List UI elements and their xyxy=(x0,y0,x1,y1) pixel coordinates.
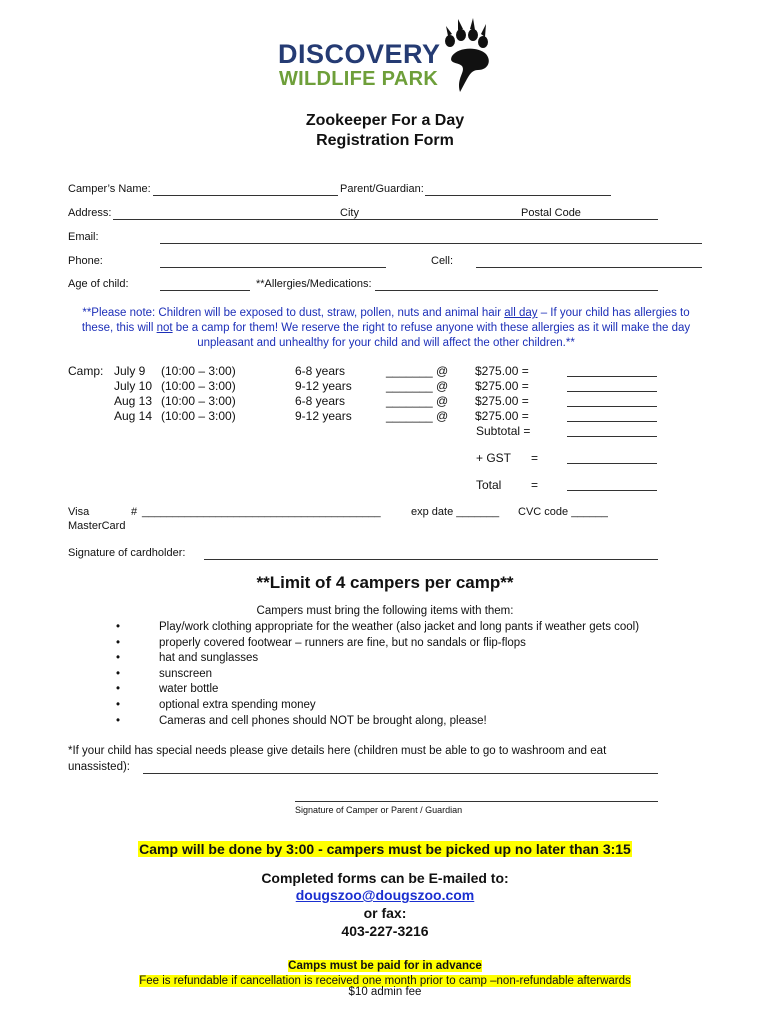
camp-time: (10:00 – 3:00) xyxy=(161,409,236,423)
completed-forms: Completed forms can be E-mailed to: xyxy=(261,870,509,886)
email-link xyxy=(0,887,770,905)
camper-signature-field[interactable] xyxy=(295,801,658,802)
list-item-text: Cameras and cell phones should NOT be brought along, please! xyxy=(159,714,487,727)
note-part-1: **Please note: Children will be exposed to dust, straw, pollen, nuts and animal hair xyxy=(82,307,505,319)
amount-field-4[interactable] xyxy=(567,421,657,422)
camp-row xyxy=(114,409,555,424)
subtotal-label: Subtotal = xyxy=(476,424,531,438)
camp-price: $275.00 = xyxy=(475,409,529,423)
amount-field-1[interactable] xyxy=(567,376,657,377)
parent-field[interactable] xyxy=(425,195,611,196)
cell-field[interactable] xyxy=(476,267,702,268)
postal-code-label: Postal Code xyxy=(521,207,581,219)
total-equals: = xyxy=(531,478,539,492)
paid-advance-text: Camps must be paid for in advance xyxy=(288,960,482,972)
total-field[interactable] xyxy=(567,490,657,491)
camp-ages: 6-8 years xyxy=(295,394,346,408)
camper-name-field[interactable] xyxy=(153,195,338,196)
paw-print-icon xyxy=(438,14,500,94)
list-item-text: properly covered footwear – runners are fine, but no sandals or flip-flops xyxy=(159,636,526,649)
camp-date: Aug 13 xyxy=(114,394,153,408)
cardholder-signature-field[interactable] xyxy=(204,559,658,560)
pickup-notice xyxy=(0,841,770,859)
card-hash: # xyxy=(131,506,138,518)
card-number-field[interactable]: _______________________________________ xyxy=(142,506,381,518)
subtotal-field[interactable] xyxy=(567,436,657,437)
bring-list xyxy=(116,620,736,729)
camp-time: (10:00 – 3:00) xyxy=(161,379,236,393)
camp-qty[interactable]: _______ @ xyxy=(386,394,449,408)
allergies-field[interactable] xyxy=(375,290,658,291)
bring-intro: Campers must bring the following items with them: xyxy=(256,605,514,617)
list-item: • sunscreen xyxy=(116,667,213,680)
form-title-line-2: Registration Form xyxy=(316,132,454,149)
phone-field[interactable] xyxy=(160,267,386,268)
cardholder-signature-label: Signature of cardholder: xyxy=(68,547,186,559)
camp-qty[interactable]: _______ @ xyxy=(386,409,449,423)
note-part-2: – If your child has allergies to these, this will xyxy=(81,307,690,334)
camp-row xyxy=(114,379,555,394)
cvc-field[interactable]: CVC code ______ xyxy=(518,506,608,518)
special-needs-line-1: *If your child has special needs please give details here (children must be able to go to washroom and eat xyxy=(68,745,607,757)
admin-fee: $10 admin fee xyxy=(348,986,422,998)
special-needs-line-2: unassisted): xyxy=(68,761,131,773)
camp-label: Camp: xyxy=(68,364,104,378)
age-label: Age of child: xyxy=(68,278,129,290)
camper-signature-label: Signature of Camper or Parent / Guardian xyxy=(295,805,463,815)
email-label: Email: xyxy=(68,231,99,243)
logo-line-2: WILDLIFE PARK xyxy=(279,68,439,90)
camp-ages: 6-8 years xyxy=(295,364,346,378)
camp-row xyxy=(114,364,555,379)
list-item-text: hat and sunglasses xyxy=(159,652,259,665)
list-item: • properly covered footwear – runners are fine, but no sandals or flip-flops xyxy=(116,636,526,649)
email-field[interactable] xyxy=(160,243,702,244)
parent-label: Parent/Guardian: xyxy=(340,183,424,195)
amount-field-2[interactable] xyxy=(567,391,657,392)
list-item: • optional extra spending money xyxy=(116,698,316,711)
age-field[interactable] xyxy=(160,290,250,291)
visa-label: Visa xyxy=(68,506,90,518)
phone-label: Phone: xyxy=(68,255,103,267)
camp-date: Aug 14 xyxy=(114,409,153,423)
camp-price: $275.00 = xyxy=(475,394,529,408)
email-address[interactable]: dougszoo@dougszoo.com xyxy=(295,887,475,903)
gst-label: + GST xyxy=(476,451,512,465)
allergy-note xyxy=(66,306,706,351)
cell-label: Cell: xyxy=(431,255,454,267)
or-fax: or fax: xyxy=(363,905,407,921)
note-part-3: be a camp for them! We reserve the right to refuse anyone with these allergies as it will make the day unpleasant and unhealthy for your child and will affect the other children.** xyxy=(172,322,691,349)
refund-text: Fee is refundable if cancellation is received one month prior to camp –non-refundable afterwards xyxy=(139,975,631,987)
amount-field-3[interactable] xyxy=(567,406,657,407)
camp-qty[interactable]: _______ @ xyxy=(386,364,449,378)
list-item: • hat and sunglasses xyxy=(116,652,259,665)
allergies-label: **Allergies/Medications: xyxy=(256,278,372,290)
list-item-text: sunscreen xyxy=(159,667,213,680)
limit-heading: **Limit of 4 campers per camp** xyxy=(256,573,514,592)
camp-row xyxy=(114,394,555,409)
total-label: Total xyxy=(476,478,502,492)
city-label: City xyxy=(340,207,359,219)
camp-qty[interactable]: _______ @ xyxy=(386,379,449,393)
logo-line-1: DISCOVERY xyxy=(278,39,441,69)
list-item-text: optional extra spending money xyxy=(159,698,316,711)
note-all-day: all day xyxy=(504,307,538,319)
pickup-text: Camp will be done by 3:00 - campers must be picked up no later than 3:15 xyxy=(139,841,631,857)
list-item: • water bottle xyxy=(116,683,219,696)
list-item-text: Play/work clothing appropriate for the weather (also jacket and long pants if weather gets cool) xyxy=(159,621,640,633)
camp-ages: 9-12 years xyxy=(295,379,352,393)
gst-equals: = xyxy=(531,451,539,465)
list-item-text: water bottle xyxy=(159,683,219,696)
special-needs-field[interactable] xyxy=(143,773,658,774)
fax-number: 403-227-3216 xyxy=(341,923,429,939)
gst-field[interactable] xyxy=(567,463,657,464)
camp-time: (10:00 – 3:00) xyxy=(161,394,236,408)
mastercard-label: MasterCard xyxy=(68,520,126,532)
camp-price: $275.00 = xyxy=(475,364,529,378)
address-label: Address: xyxy=(68,207,112,219)
camp-ages: 9-12 years xyxy=(295,409,352,423)
note-not: not xyxy=(156,322,173,334)
camp-date: July 10 xyxy=(114,379,153,393)
address-field[interactable] xyxy=(113,219,658,220)
camper-name-label: Camper’s Name: xyxy=(68,183,151,195)
list-item: • Cameras and cell phones should NOT be brought along, please! xyxy=(116,714,487,727)
form-title-line-1: Zookeeper For a Day xyxy=(305,112,465,129)
camp-date: July 9 xyxy=(114,364,146,378)
list-item: • Play/work clothing appropriate for the weather (also jacket and long pants if weather gets cool) xyxy=(116,621,640,633)
camp-price: $275.00 = xyxy=(475,379,529,393)
camp-time: (10:00 – 3:00) xyxy=(161,364,236,378)
camp-schedule xyxy=(114,364,555,424)
exp-date-field[interactable]: exp date _______ xyxy=(411,506,500,518)
